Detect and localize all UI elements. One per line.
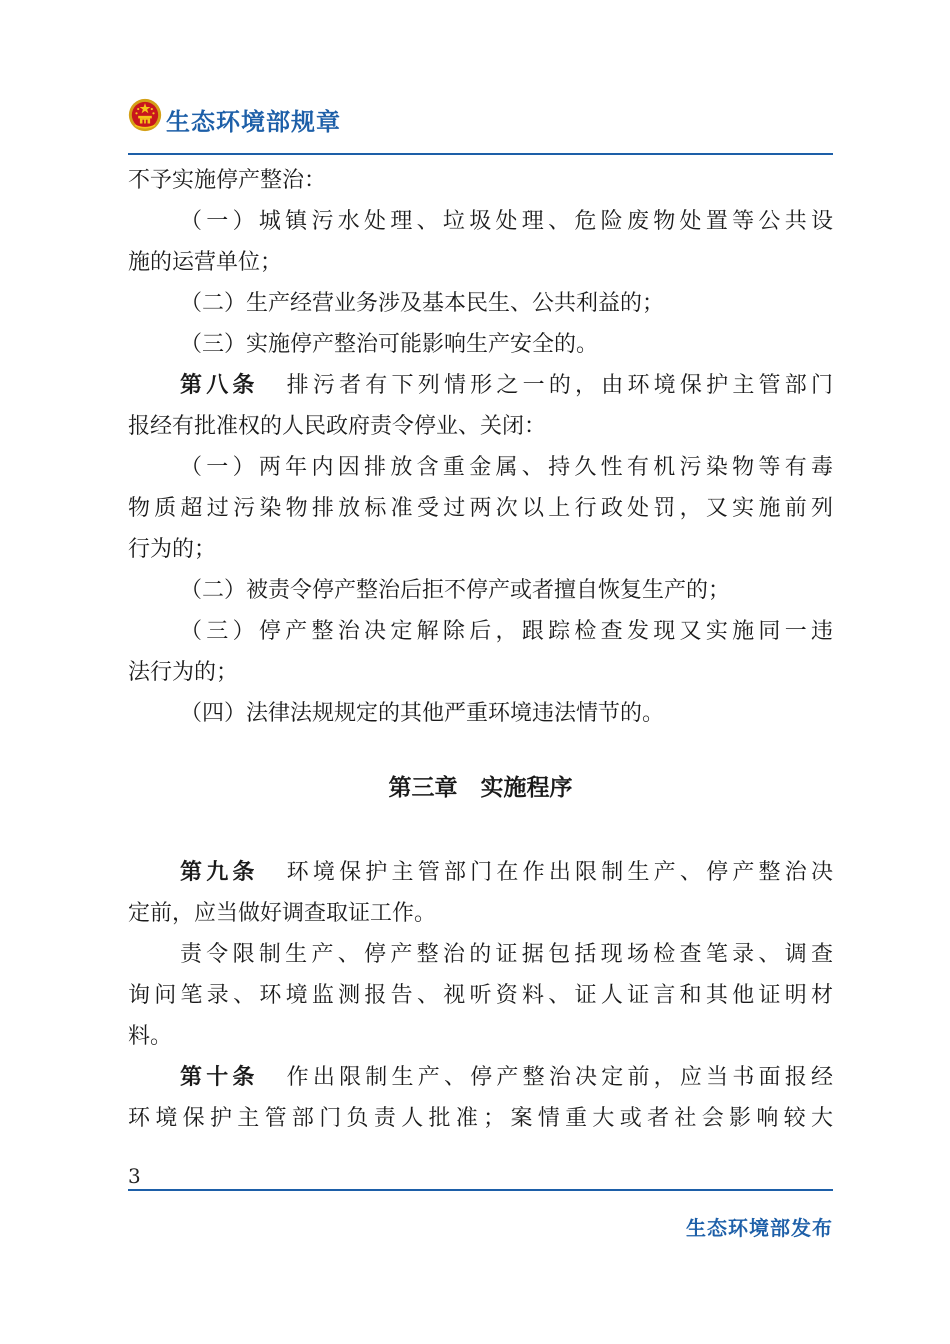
chapter-title: 第三章 实施程序 [388, 775, 573, 801]
text-line: 行为的； [128, 537, 217, 562]
text-line: 环境保护主管部门负责人批准；案情重大或者社会影响较大 [128, 1106, 833, 1131]
text-line: 不予实施停产整治： [128, 168, 327, 193]
text-line: 询问笔录、环境监测报告、视听资料、证人证言和其他证明材 [128, 983, 833, 1008]
article-10-first-line [128, 1057, 833, 1098]
article-10-label: 第十条 [180, 1065, 259, 1090]
article-10-text: 作出限制生产、停产整治决定前，应当书面报经 [286, 1065, 833, 1090]
text-line: （一）城镇污水处理、垃圾处理、危险废物处置等公共设 [180, 209, 833, 234]
page-number: 3 [128, 1164, 141, 1188]
article-9-first-line [128, 852, 833, 893]
article-9-text: 环境保护主管部门在作出限制生产、停产整治决 [286, 860, 833, 885]
text-line: （二）生产经营业务涉及基本民生、公共利益的； [180, 291, 665, 316]
text-line: 物质超过污染物排放标准受过两次以上行政处罚，又实施前列 [128, 496, 833, 521]
footer-publisher: 生态环境部发布 [686, 1216, 833, 1240]
text-line: （一）两年内因排放含重金属、持久性有机污染物等有毒 [180, 455, 833, 480]
document-body [128, 160, 833, 734]
article-8-label: 第八条 [180, 373, 259, 398]
national-emblem-icon [128, 98, 162, 132]
page-header [128, 98, 833, 158]
text-line: 法行为的； [128, 660, 239, 685]
text-line: （三）实施停产整治可能影响生产安全的。 [180, 332, 599, 357]
text-line: （三）停产整治决定解除后，跟踪检查发现又实施同一违 [180, 619, 833, 644]
footer-divider [128, 1189, 833, 1191]
text-line: 责令限制生产、停产整治的证据包括现场检查笔录、调查 [180, 942, 833, 967]
article-9-label: 第九条 [180, 860, 259, 885]
header-divider [128, 153, 833, 155]
text-line: 定前，应当做好调查取证工作。 [128, 901, 437, 926]
article-8-text: 排污者有下列情形之一的，由环境保护主管部门 [286, 373, 833, 398]
text-line: （四）法律法规规定的其他严重环境违法情节的。 [180, 701, 665, 726]
text-line: （二）被责令停产整治后拒不停产或者擅自恢复生产的； [180, 578, 731, 603]
header-title: 生态环境部规章 [166, 108, 341, 136]
text-line: 报经有批准权的人民政府责令停业、关闭： [128, 414, 547, 439]
text-line: 料。 [128, 1024, 173, 1049]
document-body-continued [128, 852, 833, 1139]
text-line: 施的运营单位； [128, 250, 283, 275]
article-8-first-line [128, 365, 833, 406]
